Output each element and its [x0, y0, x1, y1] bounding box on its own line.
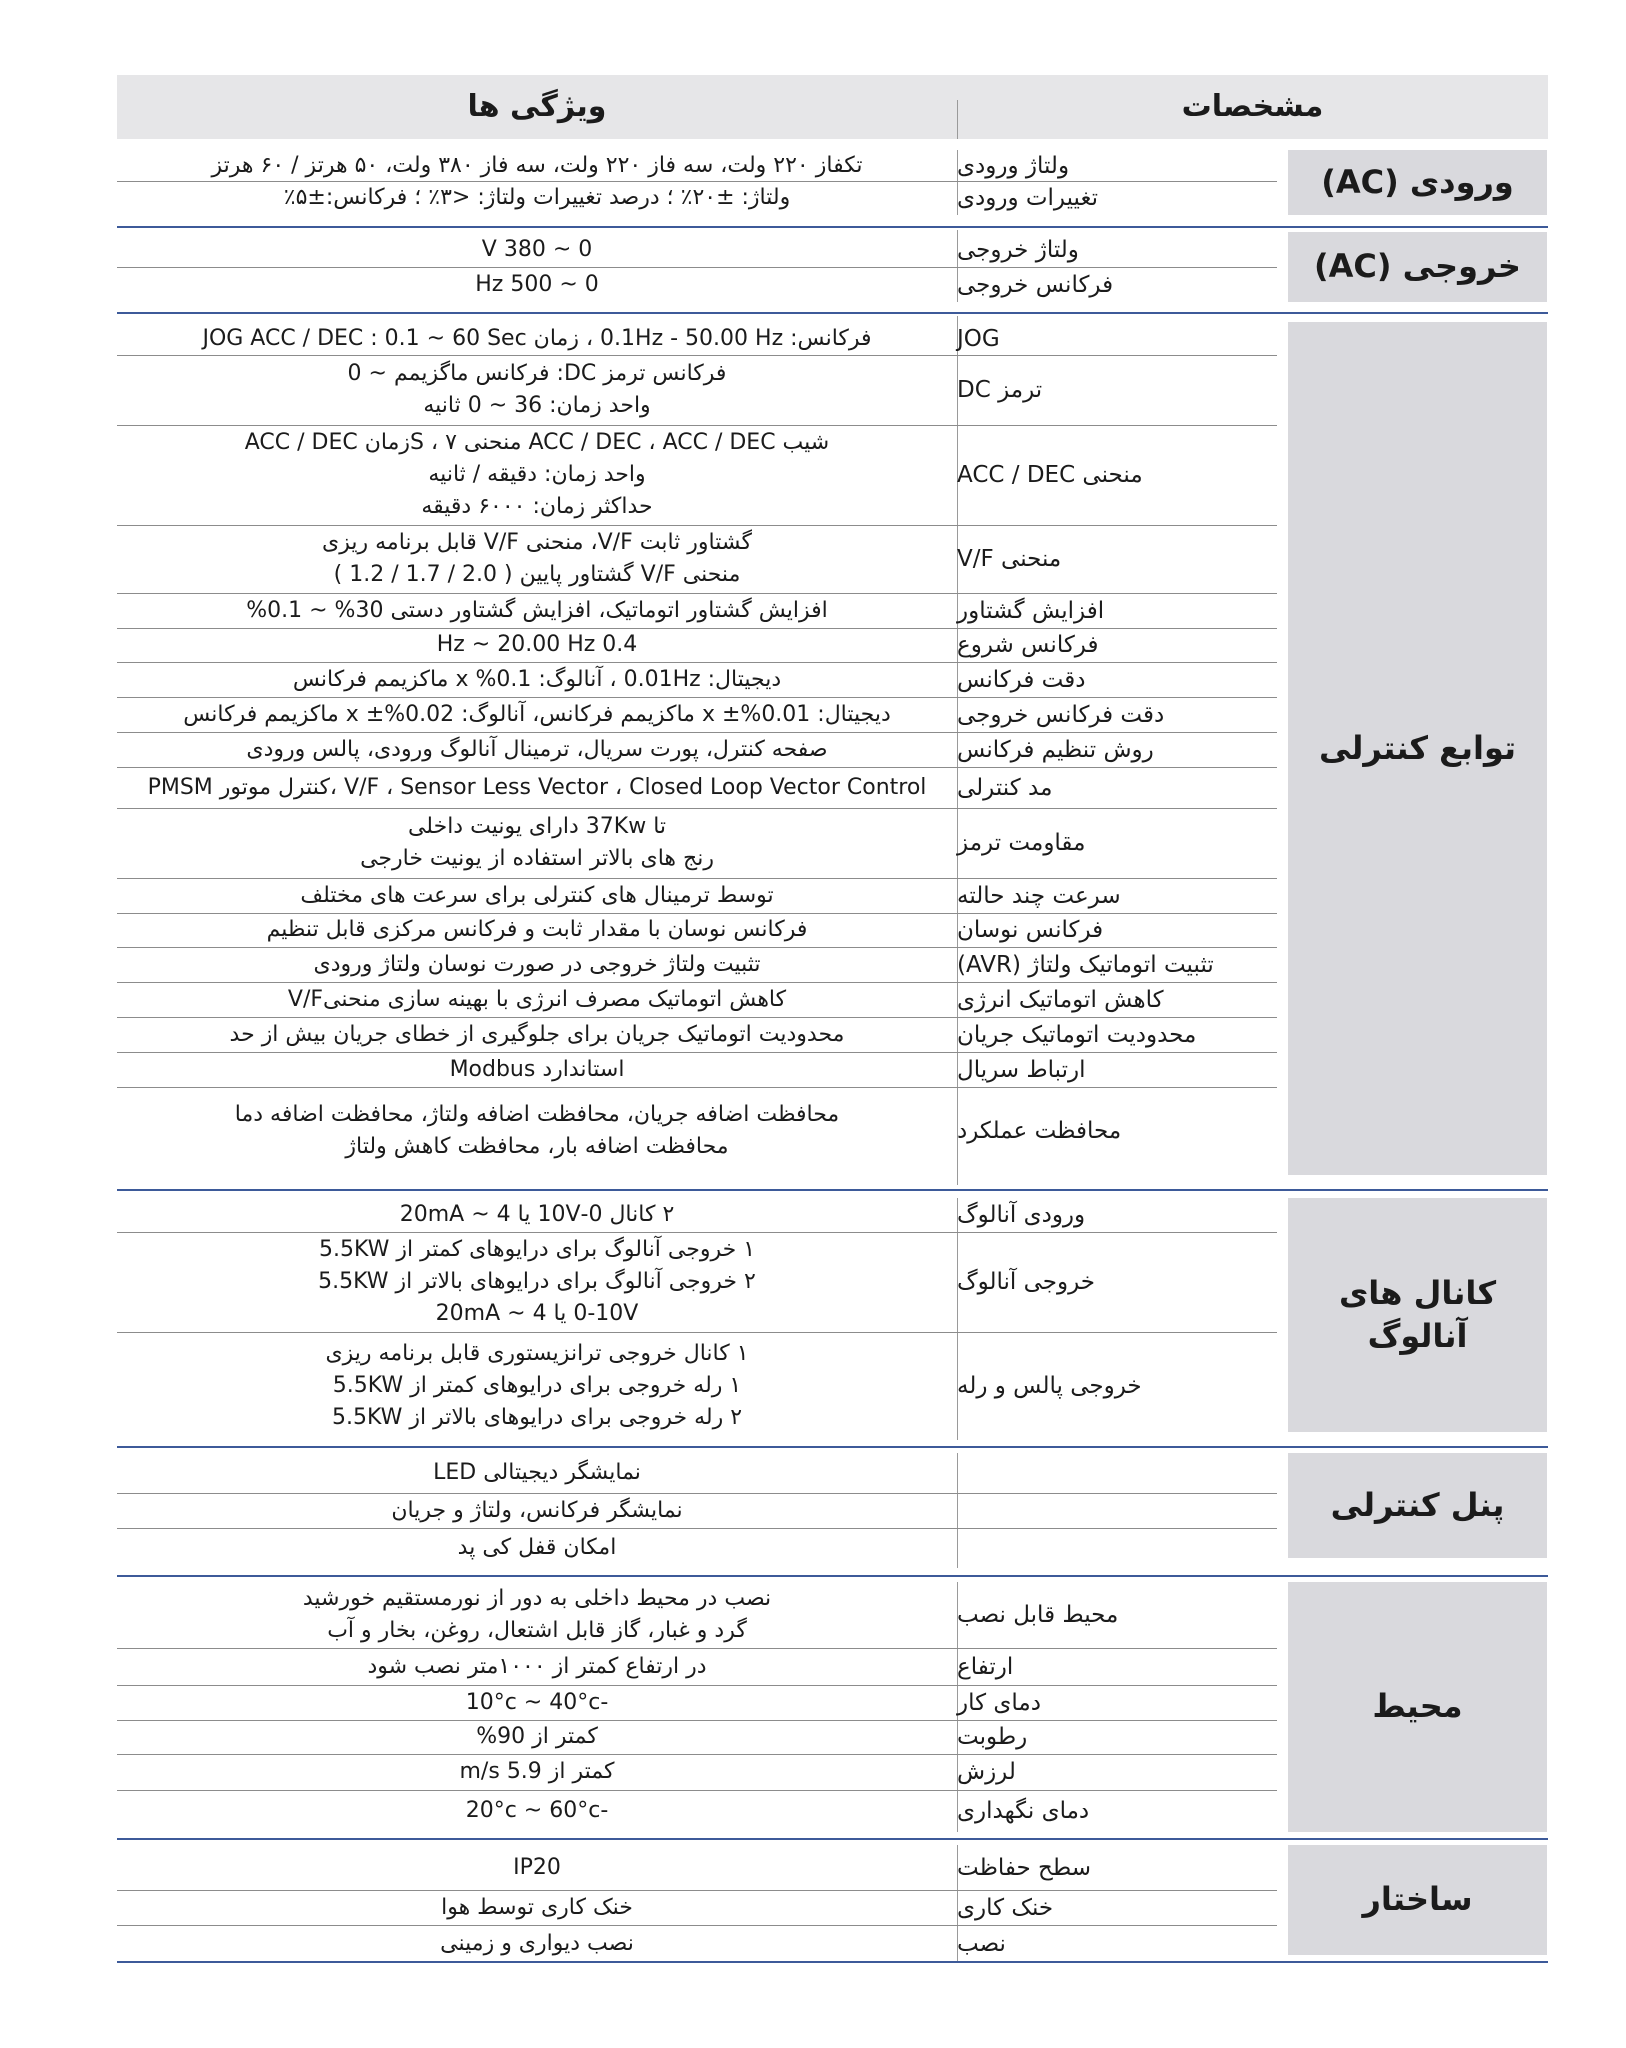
- section-divider: [117, 1575, 1548, 1577]
- spec-name: لرزش: [957, 1759, 1016, 1785]
- spec-name: محدودیت اتوماتیک جریان: [957, 1021, 1197, 1048]
- spec-name: ولتاژ ورودی: [957, 152, 1070, 179]
- spec-name: [957, 1528, 1277, 1568]
- spec-value-line: کمتر از 5.9 m/s: [459, 1759, 615, 1785]
- spec-name: منحنی V/F: [957, 546, 1062, 572]
- section-title: ورودی (AC): [1288, 150, 1547, 215]
- spec-name: دقت فرکانس: [957, 666, 1086, 693]
- spec-row: [117, 1198, 1277, 1233]
- spec-value-line: محافظت اضافه جریان، محافظت اضافه ولتاژ، محافظت اضافه دما: [234, 1102, 840, 1128]
- spec-value-line: صفحه کنترل، پورت سریال، ترمینال آنالوگ ورودی، پالس ورودی: [246, 736, 828, 762]
- spec-name: منحنی ACC / DEC: [957, 462, 1143, 488]
- spec-row: [117, 267, 1277, 302]
- spec-row: [117, 947, 1277, 983]
- spec-value-line: ۲ کانال 0-10V یا 4 ~ 20mA: [399, 1202, 675, 1228]
- spec-name: ارتفاع: [957, 1653, 1014, 1680]
- spec-name: خروجی آنالوگ: [957, 1269, 1095, 1295]
- section-divider: [117, 1961, 1548, 1963]
- spec-value: [117, 1332, 957, 1440]
- spec-name: خنک کاری: [957, 1894, 1054, 1921]
- spec-row: [117, 1890, 1277, 1926]
- spec-value: [117, 1232, 957, 1332]
- spec-name: ورودی آنالوگ: [957, 1202, 1086, 1228]
- spec-row: [117, 150, 1277, 182]
- spec-row: [117, 355, 1277, 426]
- spec-value-line: فرکانس نوسان با مقدار ثابت و فرکانس مرکزی قابل تنظیم: [266, 917, 808, 943]
- spec-value-line: ۲ خروجی آنالوگ برای درایوهای بالاتر از 5.5KW: [318, 1269, 756, 1295]
- spec-value-line: تکفاز ۲۲۰ ولت، سه فاز ۲۲۰ ولت، سه فاز ۳۸۰ ولت، ۵۰ هرتز / ۶۰ هرتز: [211, 152, 863, 178]
- section-title: کانال های آنالوگ: [1288, 1198, 1547, 1432]
- spec-value: [117, 1528, 957, 1568]
- spec-value-line: -10°c ~ 40°c: [465, 1689, 609, 1715]
- spec-name: سطح حفاظت: [957, 1854, 1092, 1881]
- spec-name: نصب: [957, 1931, 1006, 1957]
- spec-row: [117, 525, 1277, 594]
- spec-row: [117, 1017, 1277, 1053]
- spec-name: فرکانس خروجی: [957, 271, 1114, 298]
- spec-row: [117, 232, 1277, 268]
- spec-value-line: فرکانس ترمز DC: فرکانس ماگزیمم ~ 0: [347, 361, 727, 387]
- spec-value-line: دیجیتال: 0.01%± x ماکزیمم فرکانس، آنالوگ: 0.02%± x ماکزیمم فرکانس: [183, 701, 891, 727]
- spec-name: [957, 1493, 1277, 1528]
- spec-row: [117, 662, 1277, 698]
- spec-value: [117, 1017, 957, 1052]
- spec-value: [117, 322, 957, 355]
- spec-name: دمای نگهداری: [957, 1798, 1090, 1824]
- spec-row: [117, 1232, 1277, 1333]
- spec-value-line: گرد و غبار، گاز قابل اشتعال، روغن، بخار و آب: [327, 1618, 747, 1643]
- spec-value-line: واحد زمان: دقیقه / ثانیه: [428, 462, 646, 488]
- spec-name: کاهش اتوماتیک انرژی: [957, 986, 1164, 1013]
- spec-row: [117, 1648, 1277, 1686]
- spec-value-line: شیب ACC / DEC ، ACC / DEC منحنی S ، ۷زمان ACC / DEC: [244, 430, 830, 456]
- spec-value-line: 0.4 Hz ~ 20.00 Hz: [436, 632, 638, 658]
- spec-value-line: -20°c ~ 60°c: [465, 1798, 609, 1824]
- spec-value-line: تا 37Kw دارای یونیت داخلی: [407, 814, 667, 840]
- spec-value: [117, 1720, 957, 1754]
- spec-row: [117, 1493, 1277, 1529]
- spec-value-line: خنک کاری توسط هوا: [441, 1894, 633, 1920]
- spec-value-line: منحنی V/F گشتاور پایین ( 2.0 / 1.7 / 1.2 ): [333, 562, 741, 587]
- spec-row: [117, 1685, 1277, 1721]
- spec-value: [117, 525, 957, 593]
- spec-row: [117, 628, 1277, 663]
- spec-value: [117, 181, 957, 215]
- section-divider: [117, 1838, 1548, 1840]
- spec-name: سرعت چند حالته: [957, 882, 1121, 909]
- spec-row: [117, 697, 1277, 733]
- spec-value-line: فرکانس: 0.1Hz - 50.00 Hz ، زمان JOG ACC / DEC : 0.1 ~ 60 Sec: [202, 325, 872, 351]
- spec-row: [117, 982, 1277, 1018]
- spec-row: [117, 1087, 1277, 1175]
- spec-value: [117, 808, 957, 878]
- section-title: پنل کنترلی: [1288, 1453, 1547, 1558]
- table-header: [117, 75, 1548, 139]
- spec-value: [117, 1890, 957, 1925]
- spec-value-line: نمایشگر دیجیتالی LED: [433, 1460, 641, 1486]
- spec-row: [117, 1790, 1277, 1832]
- section-divider: [117, 312, 1548, 314]
- spec-value: [117, 1453, 957, 1493]
- section-title: توابع کنترلی: [1288, 322, 1547, 1175]
- spec-name: تثبیت اتوماتیک ولتاژ (AVR): [957, 951, 1214, 978]
- spec-value: [117, 1685, 957, 1720]
- specs-header: مشخصات: [1181, 89, 1324, 124]
- spec-value-line: گشتاور ثابت V/F، منحنی V/F قابل برنامه ریزی: [322, 530, 752, 556]
- section-title: محیط: [1288, 1582, 1547, 1832]
- spec-value: [117, 1493, 957, 1528]
- spec-value-line: در ارتفاع کمتر از ۱۰۰۰متر نصب شود: [367, 1653, 707, 1679]
- spec-row: [117, 732, 1277, 768]
- spec-name: محیط قابل نصب: [957, 1602, 1119, 1628]
- spec-name: خروجی پالس و رله: [957, 1373, 1142, 1399]
- spec-row: [117, 593, 1277, 629]
- spec-row: [117, 808, 1277, 879]
- section-divider: [117, 1189, 1548, 1191]
- section-divider: [117, 1446, 1548, 1448]
- spec-value: [117, 593, 957, 628]
- spec-row: [117, 1582, 1277, 1649]
- spec-value-line: ولتاژ: ±۲۰٪ ؛ درصد تغییرات ولتاژ: <۳٪ ؛ فرکانس:±۵٪: [283, 185, 791, 211]
- spec-name: روش تنظیم فرکانس: [957, 736, 1154, 763]
- spec-value-line: استاندارد Modbus: [449, 1056, 625, 1082]
- spec-value-line: واحد زمان: 36 ~ 0 ثانیه: [423, 393, 651, 418]
- spec-name: مقاومت ترمز: [957, 830, 1086, 856]
- spec-row: [117, 767, 1277, 809]
- spec-value-line: V/F ، Sensor Less Vector ، Closed Loop Vector Control ،کنترل موتور PMSM: [147, 774, 927, 800]
- spec-value-line: رنج های بالاتر استفاده از یونیت خارجی: [360, 846, 714, 871]
- spec-name: دمای کار: [957, 1689, 1041, 1716]
- spec-value: [117, 232, 957, 267]
- spec-value-line: ۲ رله خروجی برای درایوهای بالاتر از 5.5KW: [331, 1404, 743, 1430]
- spec-value-line: محافظت اضافه بار، محافظت کاهش ولتاژ: [345, 1134, 729, 1159]
- spec-name: دقت فرکانس خروجی: [957, 701, 1165, 728]
- spec-row: [117, 1845, 1277, 1891]
- spec-row: [117, 1528, 1277, 1568]
- spec-value-line: 0-10V یا 4 ~ 20mA: [435, 1300, 639, 1326]
- spec-row: [117, 1720, 1277, 1755]
- spec-value-line: تثبیت ولتاژ خروجی در صورت نوسان ولتاژ ورودی: [313, 951, 761, 977]
- spec-value: [117, 425, 957, 525]
- spec-row: [117, 1453, 1277, 1494]
- spec-row: [117, 878, 1277, 914]
- spec-value: [117, 628, 957, 662]
- spec-name: JOG: [957, 325, 1000, 352]
- spec-name: تغییرات ورودی: [957, 185, 1098, 211]
- spec-value: [117, 1052, 957, 1087]
- spec-value: [117, 767, 957, 808]
- spec-name: فرکانس شروع: [957, 632, 1099, 658]
- spec-row: [117, 322, 1277, 356]
- spec-row: [117, 1925, 1277, 1963]
- spec-value: [117, 913, 957, 947]
- spec-value-line: ۱ خروجی آنالوگ برای درایوهای کمتر از 5.5KW: [319, 1237, 756, 1263]
- spec-value-line: دیجیتال: 0.01Hz ، آنالوگ: 0.1% x ماکزیمم فرکانس: [292, 666, 782, 692]
- spec-name: ولتاژ خروجی: [957, 236, 1079, 263]
- spec-value-line: کاهش اتوماتیک مصرف انرژی با بهینه سازی منحنیV/F: [287, 986, 787, 1012]
- spec-value: [117, 150, 957, 181]
- spec-value: [117, 878, 957, 913]
- spec-name: فرکانس نوسان: [957, 917, 1104, 943]
- features-header: ویژگی ها: [467, 89, 607, 124]
- spec-name: افزایش گشتاور: [957, 597, 1105, 624]
- spec-value: [117, 947, 957, 982]
- spec-value-line: حداکثر زمان: ۶۰۰۰ دقیقه: [421, 493, 653, 519]
- spec-row: [117, 913, 1277, 948]
- spec-value: [117, 662, 957, 697]
- spec-value: [117, 1087, 957, 1175]
- section-divider: [117, 226, 1548, 228]
- spec-name: مد کنترلی: [957, 774, 1053, 801]
- spec-value-line: نمایشگر فرکانس، ولتاژ و جریان: [391, 1497, 683, 1523]
- spec-name: محافظت عملکرد: [957, 1118, 1122, 1144]
- spec-name: رطوبت: [957, 1724, 1028, 1750]
- spec-value-line: ۱ کانال خروجی ترانزیستوری قابل برنامه ریزی: [325, 1341, 749, 1367]
- spec-value: [117, 697, 957, 732]
- spec-value: [117, 982, 957, 1017]
- spec-row: [117, 181, 1277, 215]
- spec-value-line: نصب در محیط داخلی به دور از نورمستقیم خورشید: [302, 1586, 772, 1612]
- spec-value-line: نصب دیواری و زمینی: [440, 1931, 634, 1957]
- spec-row: [117, 1052, 1277, 1088]
- spec-value: [117, 1790, 957, 1832]
- spec-value-line: IP20: [513, 1854, 561, 1880]
- spec-value-line: افزایش گشتاور اتوماتیک، افزایش گشتاور دستی 30% ~ 0.1%: [246, 597, 828, 623]
- spec-value: [117, 732, 957, 767]
- spec-value: [117, 1845, 957, 1890]
- spec-value: [117, 355, 957, 425]
- spec-row: [117, 1754, 1277, 1791]
- spec-value-line: 0 ~ 500 Hz: [475, 271, 599, 297]
- spec-value: [117, 1648, 957, 1685]
- spec-row: [117, 1332, 1277, 1440]
- spec-value: [117, 267, 957, 302]
- spec-name: [957, 1453, 1277, 1493]
- section-title: خروجی (AC): [1288, 232, 1547, 302]
- spec-name: ارتباط سریال: [957, 1056, 1086, 1083]
- header-divider: [957, 100, 958, 139]
- spec-value-line: توسط ترمینال های کنترلی برای سرعت های مختلف: [300, 882, 774, 908]
- spec-row: [117, 425, 1277, 526]
- spec-value-line: ۱ رله خروجی برای درایوهای کمتر از 5.5KW: [332, 1373, 742, 1399]
- spec-name: ترمز DC: [957, 377, 1043, 403]
- spec-value: [117, 1754, 957, 1790]
- spec-value: [117, 1582, 957, 1648]
- section-title: ساختار: [1288, 1845, 1547, 1955]
- spec-value-line: 0 ~ 380 V: [481, 236, 593, 262]
- spec-value: [117, 1198, 957, 1232]
- spec-value-line: کمتر از 90%: [476, 1724, 598, 1750]
- spec-value-line: محدودیت اتوماتیک جریان برای جلوگیری از خطای جریان بیش از حد: [229, 1021, 845, 1047]
- spec-value-line: امکان قفل کی پد: [457, 1535, 617, 1561]
- spec-value: [117, 1925, 957, 1963]
